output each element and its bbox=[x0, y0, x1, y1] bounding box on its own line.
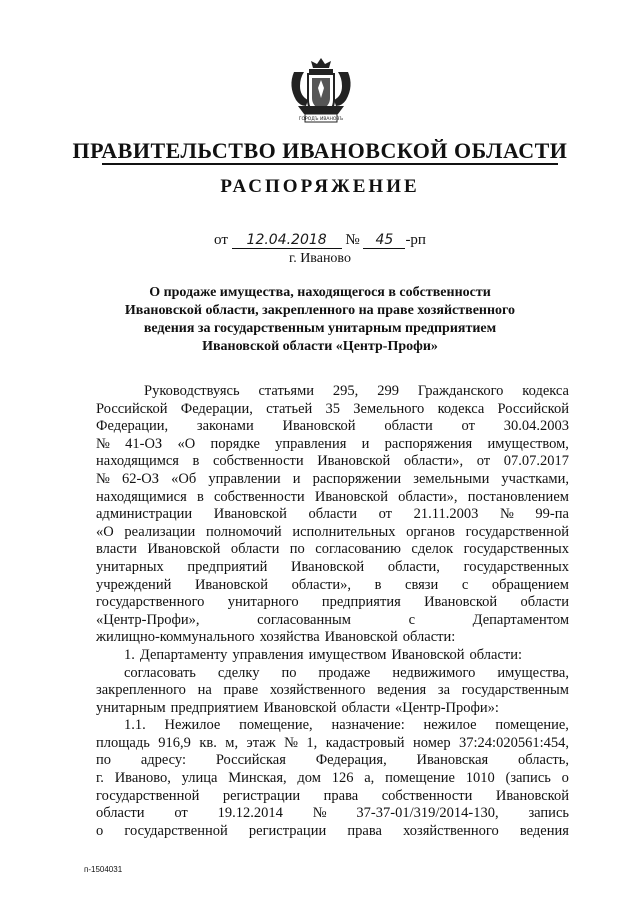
body-line bbox=[96, 436, 569, 454]
body-word: № bbox=[284, 734, 298, 751]
body-word: «О bbox=[177, 435, 196, 452]
body-word: участками, bbox=[501, 470, 569, 487]
body-word: реализации bbox=[124, 523, 196, 540]
body-word: области bbox=[230, 541, 280, 558]
body-word: № bbox=[499, 506, 514, 523]
body-word: области», bbox=[398, 488, 458, 505]
body-line bbox=[96, 717, 569, 735]
body-word: Руководствуясь bbox=[144, 383, 240, 399]
body-word: согласованию bbox=[315, 541, 401, 558]
body-word: № bbox=[312, 805, 327, 822]
body-line bbox=[96, 577, 569, 595]
body-word: 1, bbox=[306, 734, 318, 751]
body-word: обращением bbox=[491, 576, 569, 593]
footer-code: п-1504031 bbox=[84, 865, 123, 874]
city: г. Иваново bbox=[289, 251, 351, 266]
body-word: Департаментом bbox=[472, 611, 569, 628]
body-word: недвижимого bbox=[392, 664, 476, 681]
date-prefix: от bbox=[214, 232, 228, 248]
body-word: помещение bbox=[385, 770, 455, 787]
body-word: унитарных bbox=[96, 558, 164, 575]
body-word: имуществом bbox=[308, 646, 387, 663]
body-line bbox=[96, 823, 569, 841]
body-line bbox=[96, 401, 569, 419]
body-word: статьями bbox=[258, 383, 315, 399]
body-line bbox=[96, 629, 569, 647]
body-word: хозяйственного bbox=[403, 822, 499, 839]
body-line bbox=[96, 383, 569, 401]
body-word: о bbox=[561, 770, 569, 787]
body-word: государственных bbox=[463, 541, 569, 558]
svg-text:ГОРОДЪ ИВАНОВЪ: ГОРОДЪ ИВАНОВЪ bbox=[298, 117, 344, 122]
body-word: управлении bbox=[208, 470, 281, 487]
body-line bbox=[96, 453, 569, 471]
body-word: органов bbox=[406, 523, 455, 540]
body-word: кв. bbox=[199, 734, 217, 751]
body-word: жилищно-коммунального bbox=[96, 629, 255, 646]
body-word: 126 bbox=[331, 770, 354, 787]
body-word: от bbox=[461, 418, 475, 435]
body-word: Ивановской bbox=[147, 541, 221, 558]
body-word: с bbox=[408, 611, 415, 628]
handwritten-date: 12.04.2018 bbox=[232, 232, 342, 249]
body-word: а, bbox=[364, 770, 375, 787]
body-word: этаж bbox=[246, 734, 276, 751]
body-word: законами bbox=[196, 418, 254, 435]
body-word: 299 bbox=[377, 383, 399, 399]
body-word: ведения bbox=[519, 822, 569, 839]
body-line bbox=[96, 805, 569, 823]
body-word: Федерации, bbox=[96, 418, 169, 435]
body-word: предприятий bbox=[187, 558, 268, 575]
body-word: области: bbox=[402, 629, 456, 646]
body-line bbox=[96, 665, 569, 683]
body-word: и bbox=[361, 435, 370, 452]
body-word: Федерации, bbox=[180, 400, 253, 417]
body-word: Ивановской bbox=[424, 594, 498, 611]
body-word: от bbox=[476, 453, 491, 470]
body-word: (запись bbox=[505, 770, 551, 787]
body-word: 30.04.2003 bbox=[503, 418, 569, 435]
body-word: запись bbox=[528, 805, 569, 822]
body-word: по bbox=[289, 541, 305, 558]
body-word: кодекса bbox=[437, 400, 485, 417]
body-word: область, bbox=[518, 752, 569, 769]
body-word: статьей bbox=[266, 400, 313, 417]
body-word: номер bbox=[412, 734, 451, 751]
body-word: с bbox=[461, 576, 469, 593]
body-word: 1. bbox=[124, 646, 135, 663]
body-line bbox=[96, 418, 569, 436]
body-word: от bbox=[174, 805, 188, 822]
body-word: хозяйственного bbox=[269, 682, 366, 699]
body-word: адресу: bbox=[140, 752, 187, 769]
body-word: области bbox=[341, 699, 391, 716]
body-word: Ивановской bbox=[213, 506, 287, 523]
subject-line: Ивановской области, закрепленного на праве хозяйственного bbox=[124, 303, 516, 318]
body-word: от bbox=[378, 506, 392, 523]
body-word: собственности bbox=[212, 453, 304, 470]
body-word: связи bbox=[405, 576, 439, 593]
body-line bbox=[96, 506, 569, 524]
body-word: земельными bbox=[413, 470, 490, 487]
body-line bbox=[96, 559, 569, 577]
body-word: согласованным bbox=[257, 611, 351, 628]
body-word: Ивановской bbox=[194, 576, 269, 593]
body-word: и bbox=[292, 470, 301, 487]
body-word: Ивановская bbox=[416, 752, 489, 769]
body-word: Гражданского bbox=[417, 383, 504, 399]
body-line bbox=[96, 524, 569, 542]
body-word: Российской bbox=[497, 400, 569, 417]
body-word: администрации bbox=[96, 506, 193, 523]
body-word: помещение, bbox=[495, 717, 569, 734]
body-word: Федерация, bbox=[315, 752, 387, 769]
body-word: распоряжении bbox=[312, 470, 402, 487]
body-word: полномочий bbox=[205, 523, 282, 540]
body-line bbox=[96, 770, 569, 788]
handwritten-number: 45 bbox=[363, 232, 405, 249]
body-word: Ивановской bbox=[495, 787, 569, 804]
body-word: по bbox=[96, 752, 112, 769]
body-word: продаже bbox=[318, 664, 371, 681]
body-word: области bbox=[308, 506, 357, 523]
body-word: «О bbox=[96, 523, 114, 540]
body-word: области», bbox=[291, 576, 351, 593]
body-line bbox=[96, 612, 569, 630]
body-line bbox=[96, 788, 569, 806]
body-line bbox=[96, 735, 569, 753]
body-word: 295, bbox=[332, 383, 359, 399]
body-word: регистрации bbox=[248, 822, 327, 839]
body-word: регистрации bbox=[222, 787, 301, 804]
body-word: государственной bbox=[96, 787, 200, 804]
body-word: № bbox=[96, 470, 110, 487]
body-word: унитарного bbox=[227, 594, 299, 611]
body-word: предприятия bbox=[321, 594, 401, 611]
body-word: порядке bbox=[210, 435, 260, 452]
document-subject bbox=[110, 284, 530, 356]
body-word: улица bbox=[181, 770, 218, 787]
body-word: в bbox=[374, 576, 382, 593]
body-word: 99-па bbox=[535, 506, 569, 523]
number-sign: № bbox=[345, 232, 360, 248]
body-word: власти bbox=[96, 541, 137, 558]
body-word: праве bbox=[223, 682, 259, 699]
body-word: № bbox=[96, 435, 110, 452]
body-word: за bbox=[437, 682, 451, 699]
body-word: Земельного bbox=[353, 400, 425, 417]
body-word: в bbox=[196, 488, 204, 505]
body-word: 41-ОЗ bbox=[125, 435, 163, 452]
body-word: «Центр-Профи»: bbox=[395, 699, 499, 716]
body-word: назначение: bbox=[331, 717, 405, 734]
body-line bbox=[96, 682, 569, 700]
body-word: о bbox=[96, 822, 104, 839]
body-word: Ивановской bbox=[263, 699, 337, 716]
body-word: Российская bbox=[215, 752, 286, 769]
body-word: государственных bbox=[463, 558, 569, 575]
body-word: ведения bbox=[377, 682, 427, 699]
body-word: управления bbox=[232, 646, 304, 663]
body-word: г. bbox=[96, 770, 104, 787]
government-title: ПРАВИТЕЛЬСТВО ИВАНОВСКОЙ ОБЛАСТИ bbox=[72, 138, 568, 163]
body-word: Департаменту bbox=[139, 646, 228, 663]
body-word: помещение, bbox=[239, 717, 313, 734]
body-word: 916,9 bbox=[158, 734, 191, 751]
body-line bbox=[96, 647, 569, 665]
body-word: м, bbox=[225, 734, 239, 751]
body-word: 37-37-01/319/2014-130, bbox=[356, 805, 499, 822]
body-word: 1010 bbox=[465, 770, 495, 787]
body-line bbox=[96, 594, 569, 612]
body-word: государственным bbox=[461, 682, 569, 699]
body-word: 07.07.2017 bbox=[503, 453, 569, 470]
body-word: «Об bbox=[171, 470, 197, 487]
body-word: области: bbox=[469, 646, 522, 663]
body-word: по bbox=[281, 664, 297, 681]
body-word: области, bbox=[387, 558, 440, 575]
document-type: РАСПОРЯЖЕНИЕ bbox=[220, 176, 420, 197]
body-word: государственной bbox=[124, 822, 228, 839]
body-word: Ивановской bbox=[317, 453, 391, 470]
body-word: площадь bbox=[96, 734, 150, 751]
subject-line: ведения за государственным унитарным предприятием bbox=[143, 321, 497, 336]
body-word: дом bbox=[297, 770, 321, 787]
body-word: сделку bbox=[217, 664, 260, 681]
body-word: области», bbox=[403, 453, 464, 470]
body-line bbox=[96, 700, 569, 718]
body-word: исполнительных bbox=[292, 523, 396, 540]
body-text bbox=[96, 383, 569, 840]
coat-of-arms-icon bbox=[288, 56, 354, 126]
body-word: находящимися bbox=[96, 488, 187, 505]
body-word: учреждений bbox=[96, 576, 172, 593]
body-word: нежилое bbox=[423, 717, 477, 734]
body-line bbox=[96, 752, 569, 770]
body-word: кадастровый bbox=[325, 734, 405, 751]
body-word: 1.1. bbox=[124, 717, 146, 734]
subject-line: Ивановской области «Центр-Профи» bbox=[202, 339, 438, 354]
body-word: постановлением bbox=[467, 488, 569, 505]
body-word: имущества, bbox=[497, 664, 569, 681]
body-word: предприятием bbox=[170, 699, 259, 716]
body-word: 37:24:020561:454, bbox=[459, 734, 569, 751]
body-line bbox=[96, 541, 569, 559]
body-word: 62-ОЗ bbox=[121, 470, 160, 487]
body-word: согласовать bbox=[124, 664, 196, 681]
body-word: Нежилое bbox=[164, 717, 221, 734]
body-word: собственности bbox=[381, 787, 473, 804]
body-word: права bbox=[347, 822, 382, 839]
body-word: Ивановской bbox=[314, 488, 388, 505]
body-word: Ивановской bbox=[282, 418, 356, 435]
body-word: области bbox=[96, 805, 145, 822]
date-number-line bbox=[0, 232, 640, 249]
body-word: кодекса bbox=[522, 383, 569, 399]
body-word: 19.12.2014 bbox=[217, 805, 283, 822]
body-word: в bbox=[192, 453, 200, 470]
number-suffix: -рп bbox=[405, 232, 426, 248]
body-word: находящимся bbox=[96, 453, 179, 470]
body-word: унитарным bbox=[96, 699, 166, 716]
body-word: имуществом, bbox=[487, 435, 569, 452]
body-word: распоряжения bbox=[384, 435, 473, 452]
body-word: государственного bbox=[96, 594, 205, 611]
body-word: Ивановской bbox=[291, 558, 365, 575]
body-line bbox=[96, 489, 569, 507]
body-word: управления bbox=[275, 435, 347, 452]
body-word: области bbox=[520, 594, 569, 611]
body-word: права bbox=[323, 787, 359, 804]
body-word: Иваново, bbox=[114, 770, 171, 787]
body-word: хозяйства bbox=[259, 629, 320, 646]
body-word: собственности bbox=[213, 488, 305, 505]
body-word: «Центр-Профи», bbox=[96, 611, 200, 628]
body-word: Российской bbox=[96, 400, 168, 417]
body-word: на bbox=[197, 682, 212, 699]
body-word: Ивановской bbox=[391, 646, 465, 663]
body-word: государственной bbox=[465, 523, 569, 540]
body-word: Минская, bbox=[228, 770, 287, 787]
body-word: сделок bbox=[411, 541, 454, 558]
body-word: 21.11.2003 bbox=[413, 506, 479, 523]
title-underline bbox=[102, 163, 558, 165]
subject-line: О продаже имущества, находящегося в собственности bbox=[149, 285, 491, 300]
body-line bbox=[96, 471, 569, 489]
body-word: 35 bbox=[325, 400, 341, 417]
body-word: закрепленного bbox=[96, 682, 186, 699]
body-word: области bbox=[384, 418, 433, 435]
body-word: Ивановской bbox=[324, 629, 398, 646]
